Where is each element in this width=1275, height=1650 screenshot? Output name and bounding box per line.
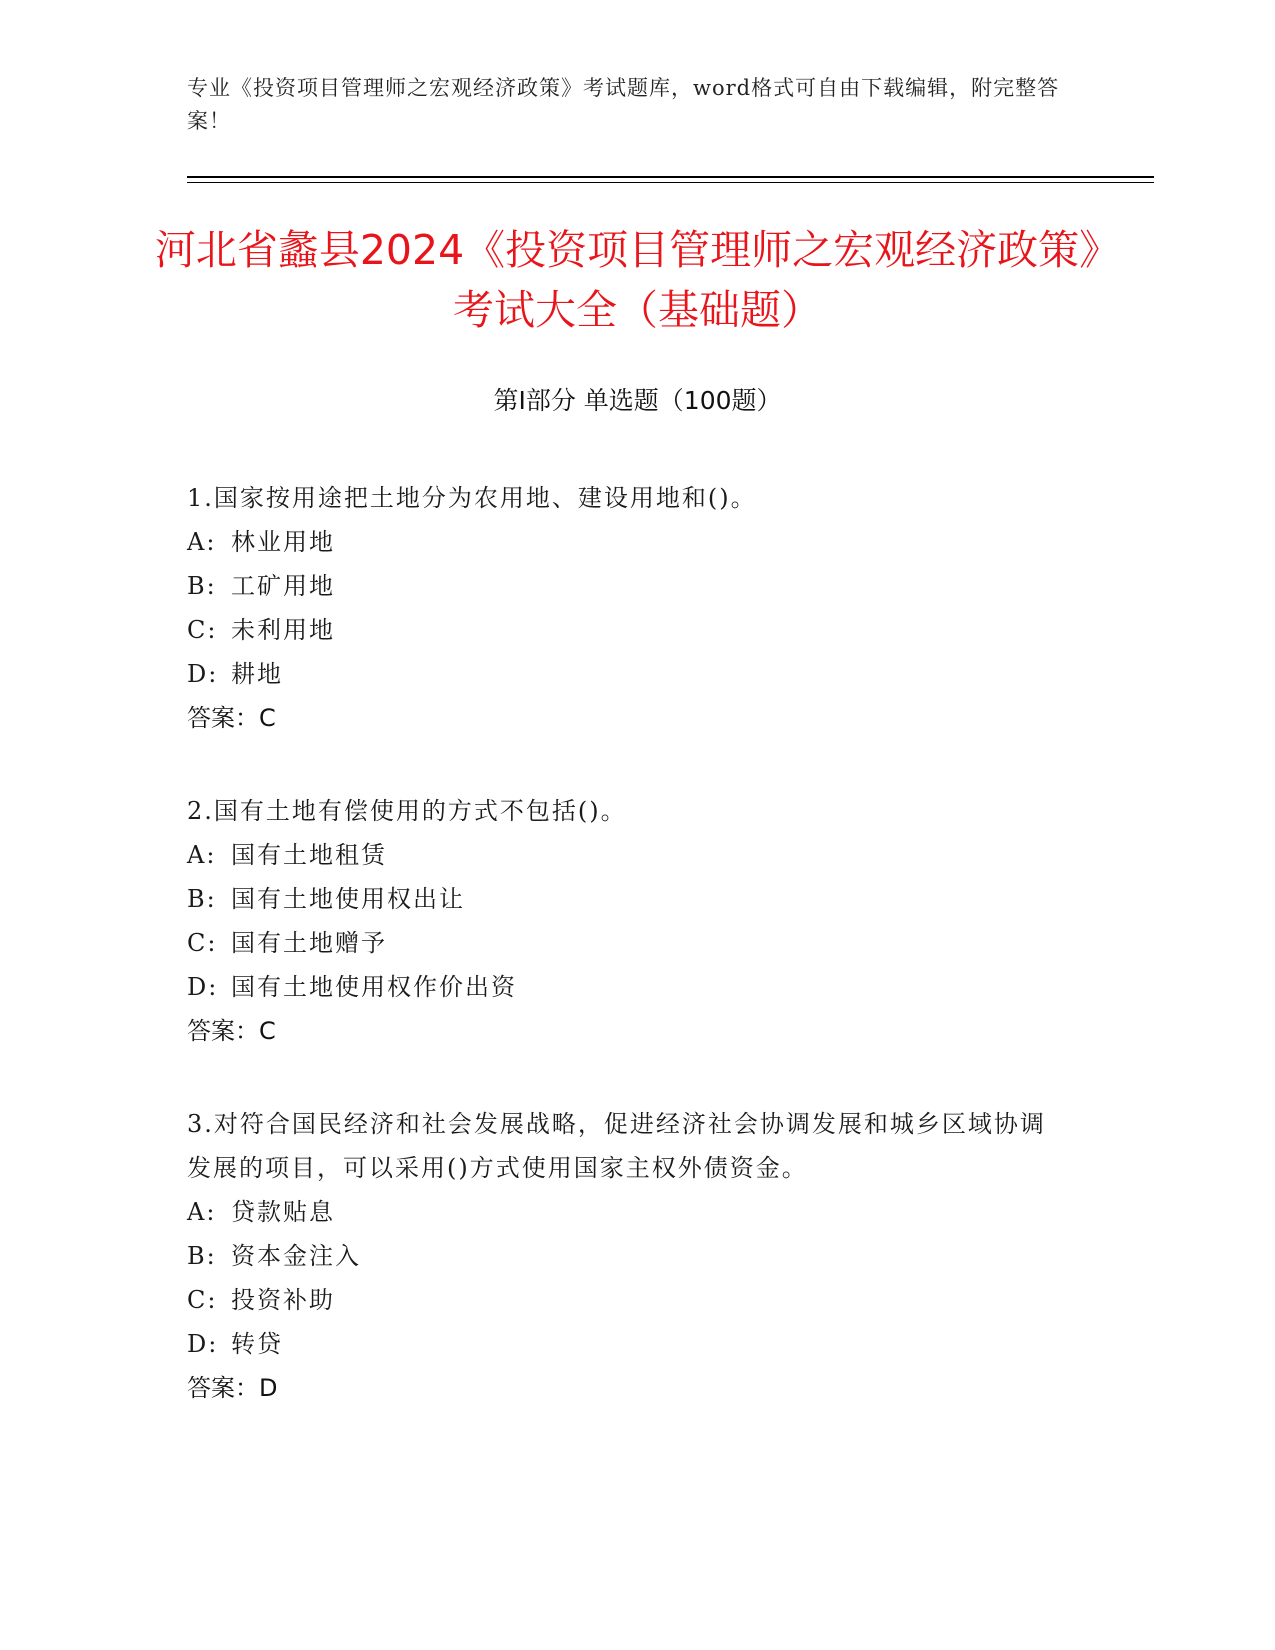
option-key: D:	[187, 1330, 219, 1358]
option-b	[187, 1234, 1067, 1278]
question-list	[187, 476, 1067, 1459]
option-a	[187, 520, 1067, 564]
option-text: 未利用地	[231, 616, 335, 644]
header-divider-thick	[187, 176, 1154, 178]
option-key: B:	[187, 885, 217, 913]
option-key: B:	[187, 572, 217, 600]
option-d	[187, 965, 1067, 1009]
option-a	[187, 1190, 1067, 1234]
question-1	[187, 476, 1067, 740]
option-text: 工矿用地	[231, 572, 335, 600]
option-key: D:	[187, 660, 219, 688]
option-text: 林业用地	[231, 528, 335, 556]
option-text: 耕地	[231, 660, 283, 688]
question-stem: 1.国家按用途把土地分为农用地、建设用地和()。	[187, 484, 757, 512]
option-key: A:	[187, 841, 217, 869]
document-title: 河北省蠡县2024《投资项目管理师之宏观经济政策》考试大全（基础题）	[154, 226, 1121, 334]
option-key: A:	[187, 1198, 217, 1226]
answer-line: 答案：C	[187, 704, 276, 732]
option-text: 国有土地租赁	[231, 841, 387, 869]
option-text: 资本金注入	[231, 1242, 361, 1270]
option-text: 投资补助	[231, 1286, 335, 1314]
option-key: C:	[187, 616, 218, 644]
option-text: 国有土地使用权作价出资	[231, 973, 517, 1001]
option-b	[187, 877, 1067, 921]
option-c	[187, 608, 1067, 652]
header-note: 专业《投资项目管理师之宏观经济政策》考试题库，word格式可自由下载编辑，附完整答案！	[187, 76, 1060, 133]
option-text: 贷款贴息	[231, 1198, 335, 1226]
header-divider-thin	[187, 182, 1154, 183]
answer-line: 答案：D	[187, 1374, 278, 1402]
option-a	[187, 833, 1067, 877]
answer-line: 答案：C	[187, 1017, 276, 1045]
option-b	[187, 564, 1067, 608]
question-stem: 3.对符合国民经济和社会发展战略，促进经济社会协调发展和城乡区域协调发展的项目，可以采用()方式使用国家主权外债资金。	[187, 1110, 1046, 1182]
option-text: 国有土地赠予	[231, 929, 387, 957]
section-heading: 第Ⅰ部分 单选题（100题）	[493, 386, 782, 415]
option-c	[187, 1278, 1067, 1322]
option-key: D:	[187, 973, 219, 1001]
option-text: 国有土地使用权出让	[231, 885, 465, 913]
option-text: 转贷	[231, 1330, 283, 1358]
option-key: A:	[187, 528, 217, 556]
option-key: C:	[187, 929, 218, 957]
option-key: C:	[187, 1286, 218, 1314]
question-3	[187, 1102, 1067, 1410]
option-key: B:	[187, 1242, 217, 1270]
question-2	[187, 789, 1067, 1053]
question-stem: 2.国有土地有偿使用的方式不包括()。	[187, 797, 627, 825]
option-d	[187, 652, 1067, 696]
option-c	[187, 921, 1067, 965]
option-d	[187, 1322, 1067, 1366]
